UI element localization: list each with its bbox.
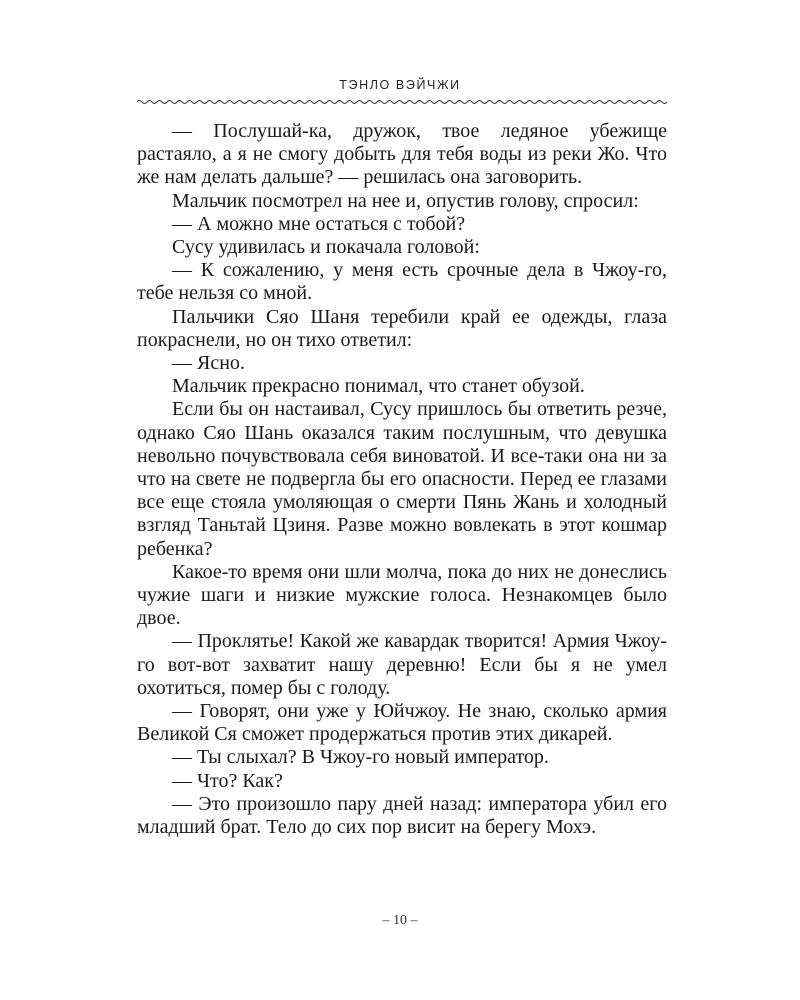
paragraph: — Что? Как? (172, 769, 283, 792)
paragraph: — Ясно. (172, 352, 245, 375)
paragraph: — Ты слыхал? В Чжоу-го новый император. (172, 746, 549, 769)
paragraph: Сусу удивилась и покачала головой: (172, 236, 480, 259)
paragraph: Мальчик прекрасно понимал, что станет обузой. (172, 375, 585, 398)
paragraph: Какое-то время они шли молча, пока до них не донеслись чужие шаги и низкие мужские голоса. Незнакомцев было двое. (137, 560, 667, 630)
body-text (137, 120, 667, 839)
ornamental-rule (137, 98, 667, 106)
paragraph: — Послушай-ка, дружок, твое ледяное убежище растаяло, а я не смогу добыть для тебя воды из реки Жо. Что же нам делать дальше? — решилась она заговорить. (137, 120, 667, 189)
paragraph: — К сожалению, у меня есть срочные дела в Чжоу-го, тебе нельзя со мной. (137, 259, 667, 305)
paragraph: — А можно мне остаться с тобой? (172, 212, 466, 235)
paragraph: Мальчик посмотрел на нее и, опустив голову, спросил: (172, 189, 639, 212)
paragraph: — Это произошло пару дней назад: императора убил его младший брат. Тело до сих пор висит на берегу Мохэ. (137, 792, 667, 839)
running-title: ТЭНЛО ВЭЙЧЖИ (339, 78, 461, 92)
paragraph: Если бы он настаивал, Сусу пришлось бы ответить резче, однако Сяо Шань оказался таким послушным, что девушка невольно почувствовала себя виноватой. И все-таки она ни за что на свете не подвергла бы его опасности. Перед ее глазами все еще стояла умоляющая о смерти Пянь Жань и холодный взгляд Таньтай Цзиня. Разве можно вовлекать в этот кошмар ребенка? (137, 398, 667, 560)
paragraph: — Проклятье! Какой же кавардак творится! Армия Чжоу-го вот-вот захватит нашу деревню! Если бы я не умел охотиться, помер бы с голоду. (137, 630, 667, 699)
page-number: – 10 – (382, 913, 418, 928)
paragraph: Пальчики Сяо Шаня теребили край ее одежды, глаза покраснели, но он тихо ответил: (137, 305, 667, 351)
paragraph: — Говорят, они уже у Юйчжоу. Не знаю, сколько армия Великой Ся сможет продержаться против этих дикарей. (137, 700, 667, 746)
